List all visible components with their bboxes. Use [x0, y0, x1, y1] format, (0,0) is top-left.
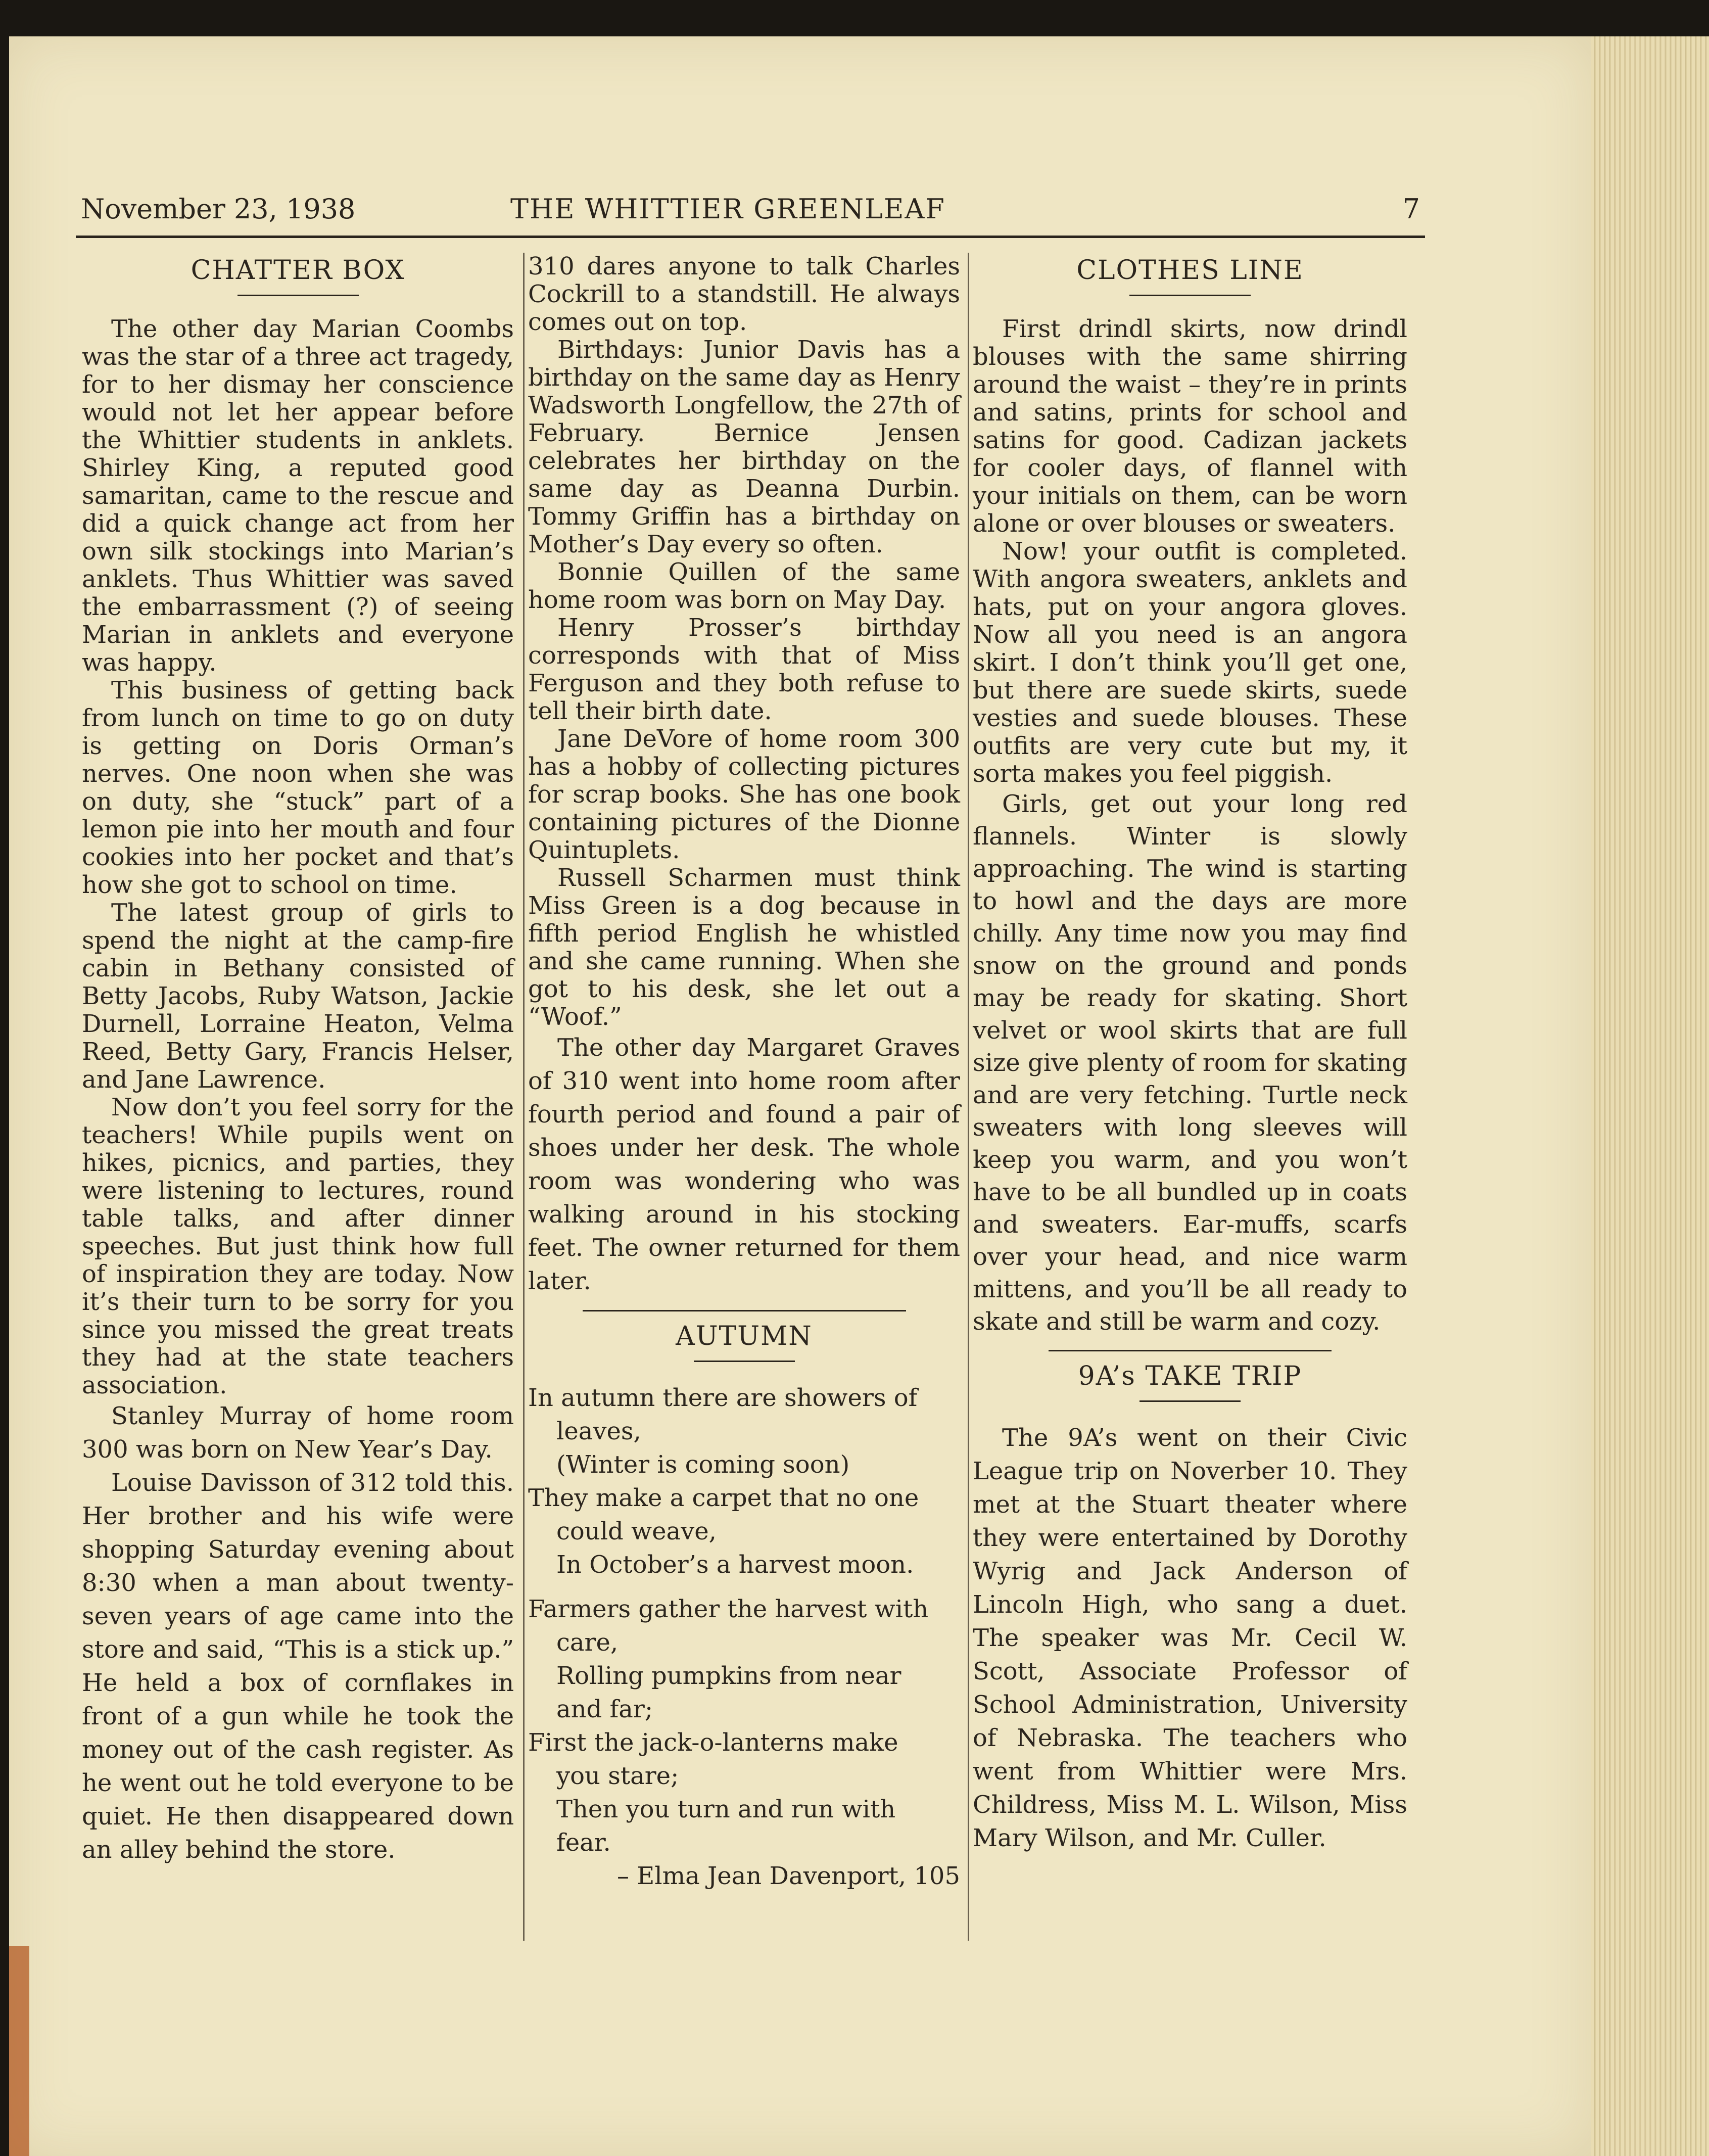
chatter-box-title: CHATTER BOX — [191, 255, 405, 286]
poem-line: fear. — [556, 1829, 611, 1857]
article-paragraph: Jane DeVore of home room 300 has a hobby of collecting pictures for scrap books. She has one book containing pictures of the Dionne Quintuplets. — [528, 725, 960, 864]
column-middle — [528, 253, 960, 1893]
poem-line: and far; — [556, 1695, 653, 1723]
title-rule — [238, 295, 359, 296]
article-paragraph: Stanley Murray of home room 300 was born on New Year’s Day. — [82, 1402, 514, 1464]
column-divider — [523, 253, 525, 1941]
article-paragraph: This business of getting back from lunch on time to go on duty is getting on Doris Orman’s nerves. One noon when she was on duty, she “stuck” part of a lemon pie into her mouth and four cookies into her pocket and that’s how she got to school on time. — [82, 676, 514, 899]
page-number: 7 — [1402, 193, 1420, 225]
poem-line: In October’s a harvest moon. — [556, 1551, 914, 1579]
title-rule — [694, 1361, 795, 1362]
article-paragraph: Louise Davisson of 312 told this. Her brother and his wife were shopping Saturday evening about 8:30 when a man about twenty-seven years of age came into the store and said, “This is a stick up.” He held a box of cornflakes in front of a gun while he took the money out of the cash register. As he went out he told everyone to be quiet. He then disappeared down an alley behind the store. — [82, 1469, 514, 1864]
poem-line: First the jack-o-lanterns make — [528, 1728, 898, 1757]
autumn-poem — [528, 1381, 960, 1893]
section-rule — [1049, 1350, 1332, 1351]
autumn-poem-title: AUTUMN — [676, 1321, 813, 1351]
book-page-edges — [1591, 36, 1709, 2156]
article-paragraph: 310 dares anyone to talk Charles Cockrill to a standstill. He always comes out on top. — [528, 252, 960, 336]
poem-line: could weave, — [556, 1517, 717, 1545]
poem-line: Then you turn and run with — [556, 1795, 896, 1823]
poem-signature: – Elma Jean Davenport, 105 — [616, 1862, 960, 1890]
binding-stain — [9, 1946, 29, 2156]
issue-date: November 23, 1938 — [81, 193, 356, 225]
article-paragraph: The 9A’s went on their Civic League trip on Noverber 10. They met at the Stuart theater where they were entertained by Dorothy Wyrig and Jack Anderson of Lincoln High, who sang a duet. The speaker was Mr. Cecil W. Scott, Associate Professor of School Administration, University of Nebraska. The teachers who went from Whittier were Mrs. Childress, Miss M. L. Wilson, Miss Mary Wilson, and Mr. Culler. — [973, 1424, 1407, 1852]
article-paragraph: First drindl skirts, now drindl blouses with the same shirring around the waist – they’re in prints and satins, prints for school and satins for good. Cadizan jackets for cooler days, of flannel with your initials on them, can be worn alone or over blouses or sweaters. — [973, 315, 1407, 538]
column-chatter-box — [82, 253, 514, 1866]
poem-line: Farmers gather the harvest with — [528, 1595, 929, 1623]
take-trip-title: 9A’s TAKE TRIP — [1078, 1361, 1302, 1391]
article-paragraph: Now don’t you feel sorry for the teachers! While pupils went on hikes, picnics, and parties, they were listening to lectures, round table talks, and after dinner speeches. But just think how full of inspiration they are today. Now it’s their turn to be sorry for you since you missed the great treats they had at the state teachers association. — [82, 1093, 514, 1399]
section-rule — [583, 1310, 906, 1311]
page-header — [81, 193, 1420, 228]
poem-line: (Winter is coming soon) — [556, 1450, 850, 1479]
column-divider — [968, 253, 969, 1941]
article-paragraph: Bonnie Quillen of the same home room was born on May Day. — [528, 558, 960, 614]
poem-line: They make a carpet that no one — [528, 1484, 919, 1512]
poem-line: care, — [556, 1628, 619, 1657]
article-paragraph: The other day Margaret Graves of 310 went into home room after fourth period and found a pair of shoes under her desk. The whole room was wondering who was walking around in his stocking feet. The owner returned for them later. — [528, 1034, 960, 1295]
title-rule — [1129, 295, 1251, 296]
column-clothes-line — [973, 253, 1407, 1855]
article-paragraph: Birthdays: Junior Davis has a birthday on the same day as Henry Wadsworth Longfellow, the 27th of February. Bernice Jensen celebrates her birthday on the same day as Deanna Durbin. Tommy Griffin has a birthday on Mother’s Day every so often. — [528, 336, 960, 558]
poem-line: leaves, — [556, 1417, 641, 1445]
article-paragraph: Russell Scharmen must think Miss Green is a dog because in fifth period English he whistled and she came running. When she got to his desk, she let out a “Woof.” — [528, 864, 960, 1031]
clothes-line-title: CLOTHES LINE — [1076, 255, 1304, 286]
poem-line: In autumn there are showers of — [528, 1384, 918, 1412]
article-paragraph: Now! your outfit is completed. With angora sweaters, anklets and hats, put on your angora gloves. Now all you need is an angora skirt. I don’t think you’ll get one, but there are suede skirts, suede vesties and suede blouses. These outfits are very cute but my, it sorta makes you feel piggish. — [973, 537, 1407, 788]
header-rule — [76, 236, 1425, 238]
poem-line: you stare; — [556, 1762, 679, 1790]
article-paragraph: The latest group of girls to spend the night at the camp-fire cabin in Bethany consisted of Betty Jacobs, Ruby Watson, Jackie Durnell, Lorraine Heaton, Velma Reed, Betty Gary, Francis Helser, and Jane Lawrence. — [82, 899, 514, 1094]
masthead: THE WHITTIER GREENLEAF — [510, 193, 945, 225]
article-paragraph: Henry Prosser’s birthday corresponds with that of Miss Ferguson and they both refuse to tell their birth date. — [528, 614, 960, 725]
title-rule — [1140, 1400, 1241, 1402]
article-paragraph: The other day Marian Coombs was the star of a three act tragedy, for to her dismay her conscience would not let her appear before the Whittier students in anklets. Shirley King, a reputed good samaritan, came to the rescue and did a quick change act from her own silk stockings into Marian’s anklets. Thus Whittier was saved the embarrassment (?) of seeing Marian in anklets and everyone was happy. — [82, 315, 514, 677]
poem-line: Rolling pumpkins from near — [556, 1662, 901, 1690]
article-paragraph: Girls, get out your long red flannels. Winter is slowly approaching. The wind is starting to howl and the days are more chilly. Any time now you may find snow on the ground and ponds may be ready for skating. Short velvet or wool skirts that are full size give plenty of room for skating and are very fetching. Turtle neck sweaters with long sleeves will keep you warm, and you won’t have to be all bundled up in coats and sweaters. Ear-muffs, scarfs over your head, and nice warm mittens, and you’ll be all ready to skate and still be warm and cozy. — [973, 790, 1407, 1336]
